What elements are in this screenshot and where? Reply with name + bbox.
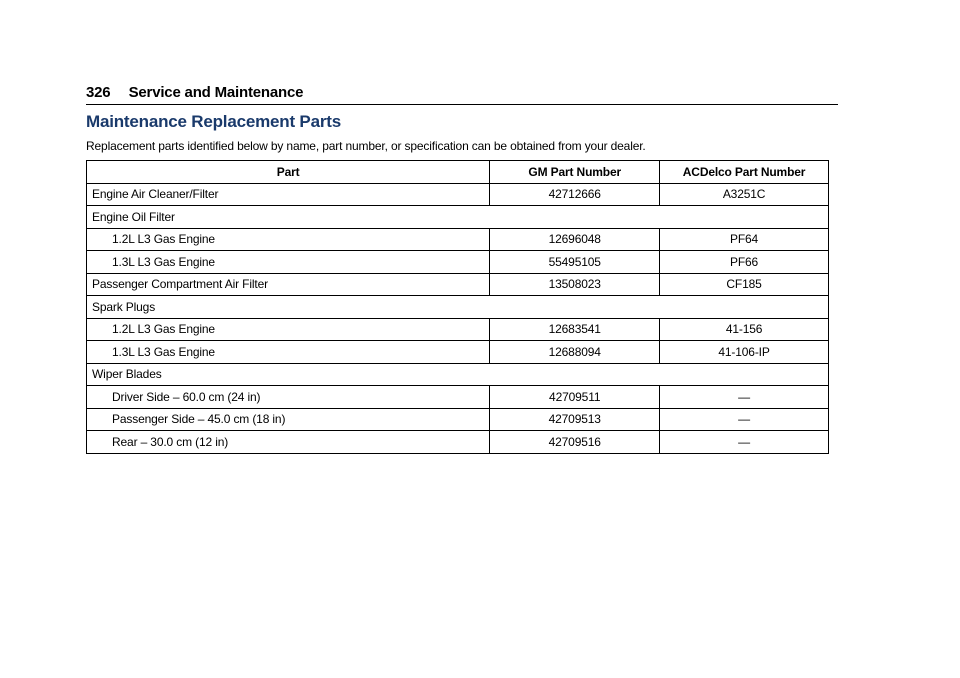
- group-label-cell: Spark Plugs: [87, 296, 829, 319]
- gm-part-number-cell: 12683541: [490, 318, 660, 341]
- part-cell: 1.3L L3 Gas Engine: [87, 341, 490, 364]
- acdelco-part-number-cell: 41-106-IP: [660, 341, 829, 364]
- acdelco-part-number-cell: —: [660, 386, 829, 409]
- column-header-part: Part: [87, 161, 490, 184]
- table-group-row: [87, 363, 829, 386]
- table-group-row: [87, 206, 829, 229]
- acdelco-part-number-cell: —: [660, 431, 829, 454]
- table-row: [87, 318, 829, 341]
- part-cell: Driver Side – 60.0 cm (24 in): [87, 386, 490, 409]
- group-label-cell: Wiper Blades: [87, 363, 829, 386]
- gm-part-number-cell: 42709516: [490, 431, 660, 454]
- column-header-acdelco-part-number: ACDelco Part Number: [660, 161, 829, 184]
- part-cell: Passenger Side – 45.0 cm (18 in): [87, 408, 490, 431]
- gm-part-number-cell: 12696048: [490, 228, 660, 251]
- gm-part-number-cell: 55495105: [490, 251, 660, 274]
- page-header: [86, 84, 838, 105]
- acdelco-part-number-cell: 41-156: [660, 318, 829, 341]
- gm-part-number-cell: 12688094: [490, 341, 660, 364]
- gm-part-number-cell: 42709511: [490, 386, 660, 409]
- table-row: [87, 183, 829, 206]
- gm-part-number-cell: 42709513: [490, 408, 660, 431]
- gm-part-number-cell: 42712666: [490, 183, 660, 206]
- table-header-row: [87, 161, 829, 184]
- parts-table: [86, 160, 829, 454]
- table-row: [87, 341, 829, 364]
- table-row: [87, 431, 829, 454]
- acdelco-part-number-cell: PF64: [660, 228, 829, 251]
- acdelco-part-number-cell: CF185: [660, 273, 829, 296]
- table-row: [87, 408, 829, 431]
- table-row: [87, 273, 829, 296]
- table-row: [87, 228, 829, 251]
- part-cell: 1.2L L3 Gas Engine: [87, 228, 490, 251]
- table-row: [87, 386, 829, 409]
- part-cell: Passenger Compartment Air Filter: [87, 273, 490, 296]
- page-number: 326: [86, 84, 111, 101]
- part-cell: 1.2L L3 Gas Engine: [87, 318, 490, 341]
- page-title: Maintenance Replacement Parts: [86, 112, 341, 131]
- column-header-gm-part-number: GM Part Number: [490, 161, 660, 184]
- acdelco-part-number-cell: A3251C: [660, 183, 829, 206]
- part-cell: Rear – 30.0 cm (12 in): [87, 431, 490, 454]
- acdelco-part-number-cell: —: [660, 408, 829, 431]
- section-title: Service and Maintenance: [128, 84, 304, 101]
- table-row: [87, 251, 829, 274]
- intro-paragraph: Replacement parts identified below by name, part number, or specification can be obtained from your dealer.: [86, 139, 646, 153]
- acdelco-part-number-cell: PF66: [660, 251, 829, 274]
- part-cell: Engine Air Cleaner/Filter: [87, 183, 490, 206]
- table-group-row: [87, 296, 829, 319]
- gm-part-number-cell: 13508023: [490, 273, 660, 296]
- part-cell: 1.3L L3 Gas Engine: [87, 251, 490, 274]
- group-label-cell: Engine Oil Filter: [87, 206, 829, 229]
